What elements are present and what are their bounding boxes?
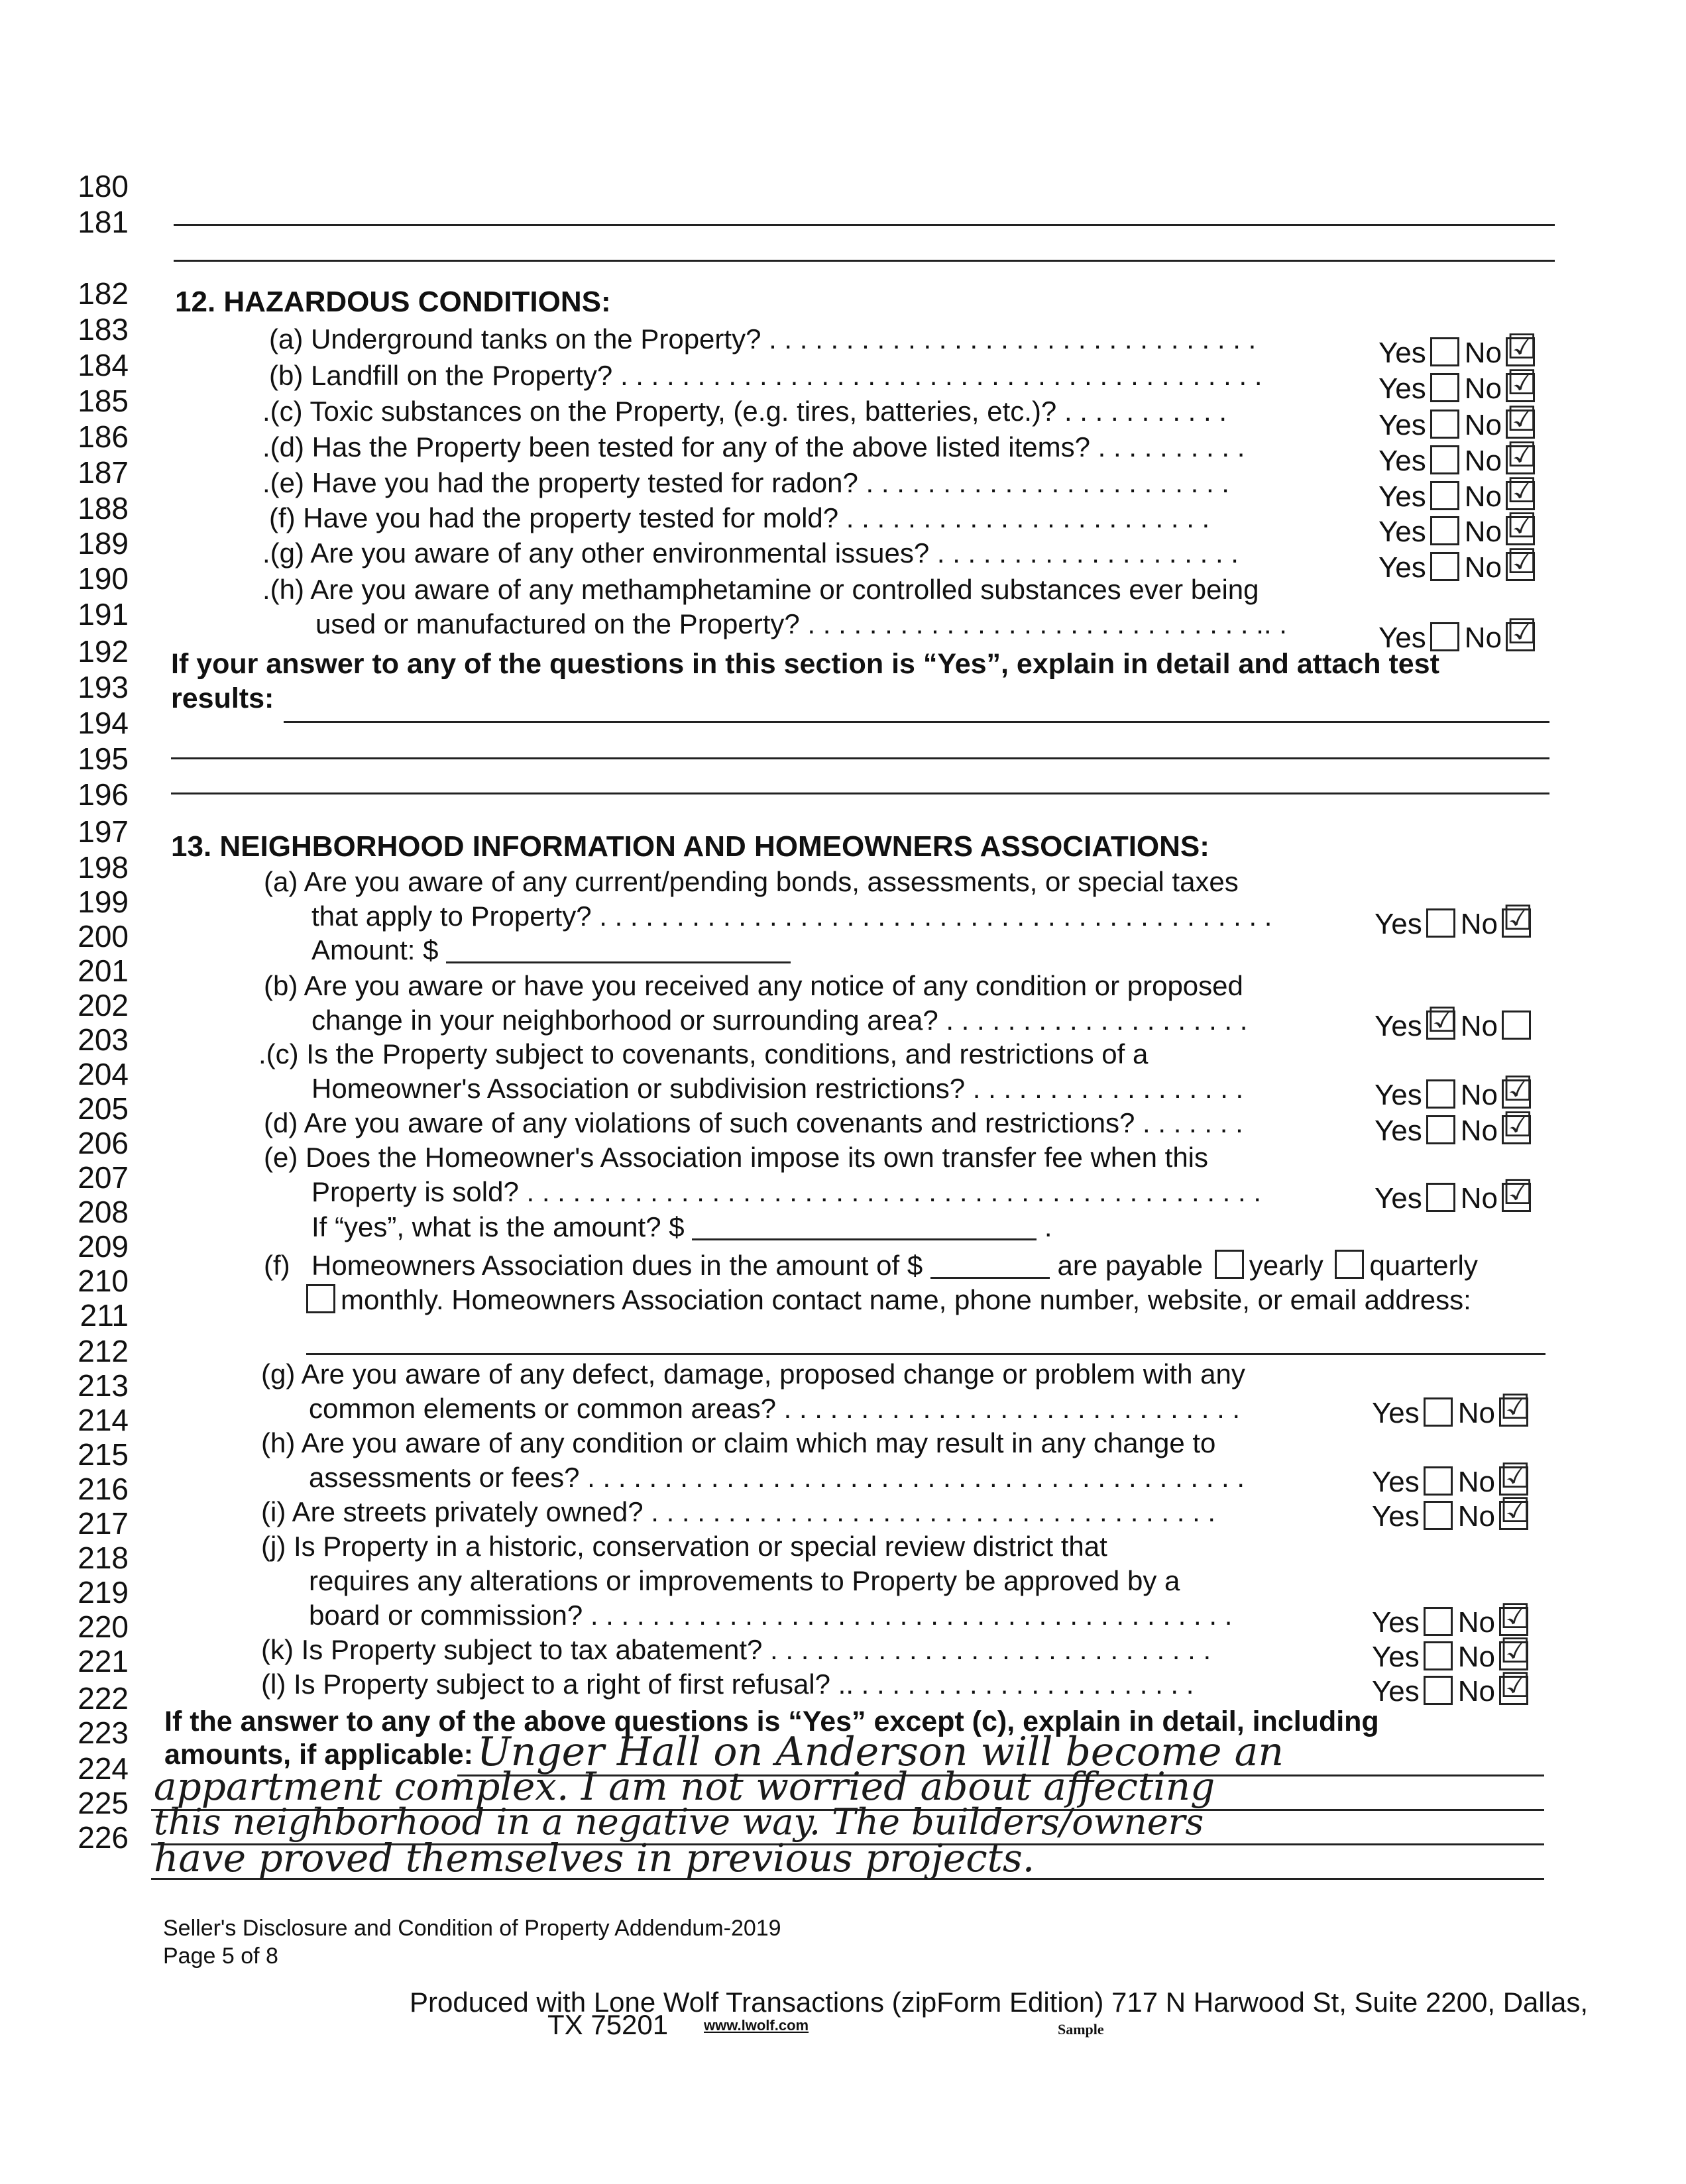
payable-label: are payable <box>1057 1250 1204 1281</box>
item-13a-line2: that apply to Property? . . . . . . . . . . . . . . . . . . . . . . . . . . . . . . . . . . . . . . . . . . . . <box>311 901 1272 932</box>
amount-label: Amount: $ <box>311 934 439 965</box>
item-13h-line1: (h) Are you aware of any condition or claim which may result in any change to <box>261 1427 1216 1458</box>
yes-checkbox[interactable] <box>1430 337 1459 366</box>
no-label: No <box>1460 1010 1498 1042</box>
item-13f-label: (f) <box>264 1250 290 1281</box>
yes-label: Yes <box>1378 445 1426 477</box>
yes-checkbox[interactable] <box>1426 1001 1458 1040</box>
line-number: 194 <box>78 706 129 740</box>
yes-checkbox[interactable] <box>1424 1397 1453 1427</box>
blank-line-181 <box>174 260 1555 262</box>
item-12h-line2: used or manufactured on the Property? . . . . . . . . . . . . . . . . . . . . . . . . . . . . . .. . <box>315 608 1287 639</box>
yes-label: Yes <box>1378 480 1426 513</box>
line-number: 225 <box>78 1786 129 1820</box>
item-12a: (a) Underground tanks on the Property? . . . . . . . . . . . . . . . . . . . . . . . . . . . . . . . . <box>269 323 1257 355</box>
no-label: No <box>1464 516 1502 548</box>
yes-checkbox[interactable] <box>1430 552 1459 581</box>
monthly-checkbox[interactable] <box>306 1284 335 1313</box>
line-number: 191 <box>78 597 129 631</box>
line-number: 182 <box>78 276 129 311</box>
yes-checkbox[interactable] <box>1426 1183 1455 1212</box>
no-checkbox[interactable] <box>1499 1491 1531 1531</box>
item-13e-line3: If “yes”, what is the amount? $ . <box>311 1211 1052 1242</box>
line-number: 196 <box>78 777 129 812</box>
no-checkbox[interactable] <box>1502 1010 1531 1040</box>
section-12-explain-line2: results: <box>171 682 274 714</box>
yes-label: Yes <box>1375 1182 1422 1215</box>
line-number: 223 <box>78 1716 129 1750</box>
yes-checkbox[interactable] <box>1424 1641 1453 1670</box>
item-13d: (d) Are you aware of any violations of such covenants and restrictions? . . . . . . . <box>264 1107 1243 1138</box>
yes-label: Yes <box>1375 1079 1422 1111</box>
section-13-explain-line2: amounts, if applicable: <box>164 1739 473 1771</box>
no-label: No <box>1464 372 1502 405</box>
item-13b-line2: change in your neighborhood or surrounding area? . . . . . . . . . . . . . . . . . . . . <box>311 1005 1248 1036</box>
check-mark-icon: ☑ <box>1506 612 1538 652</box>
line-number: 222 <box>78 1681 129 1716</box>
line-number: 201 <box>78 954 129 988</box>
line-number: 211 <box>80 1298 129 1333</box>
no-checkbox[interactable] <box>1502 1105 1534 1145</box>
check-mark-icon: ☑ <box>1500 1597 1531 1637</box>
yes-label: Yes <box>1372 1641 1420 1673</box>
line-number: 220 <box>78 1610 129 1644</box>
line-number: 215 <box>78 1437 129 1472</box>
line-number: 209 <box>78 1229 129 1264</box>
line-number: 208 <box>78 1195 129 1229</box>
no-checkbox[interactable] <box>1506 612 1538 652</box>
no-checkbox[interactable] <box>1502 899 1534 938</box>
line-number: 188 <box>78 491 129 525</box>
yes-label: Yes <box>1372 1606 1420 1639</box>
yes-label: Yes <box>1378 516 1426 548</box>
line-number: 219 <box>78 1575 129 1610</box>
line-number: 217 <box>78 1506 129 1541</box>
line-number: 197 <box>78 814 129 849</box>
item-12h-line1: .(h) Are you aware of any methamphetamine or controlled substances ever being <box>262 574 1259 605</box>
item-13a-amount <box>311 934 791 966</box>
explain-12-line-195 <box>171 792 1549 794</box>
no-checkbox[interactable] <box>1502 1069 1534 1109</box>
section-12-heading: 12. HAZARDOUS CONDITIONS: <box>175 286 611 318</box>
no-label: No <box>1464 409 1502 441</box>
hoa-contact-line <box>306 1353 1546 1355</box>
line-number: 190 <box>78 561 129 596</box>
section-13-explain-line1: If the answer to any of the above questions is “Yes” except (c), explain in detail, including <box>164 1706 1379 1737</box>
item-13f-line1 <box>311 1250 1478 1282</box>
item-12c: .(c) Toxic substances on the Property, (e.g. tires, batteries, etc.)? . . . . . . . . . . . <box>262 396 1227 427</box>
line-number: 224 <box>78 1751 129 1786</box>
yes-label: Yes <box>1378 409 1426 441</box>
item-13a-line1: (a) Are you aware of any current/pending bonds, assessments, or special taxes <box>264 866 1239 897</box>
yn-13b <box>1375 1001 1536 1043</box>
line-number: 206 <box>78 1126 129 1160</box>
yearly-checkbox[interactable] <box>1215 1250 1244 1279</box>
line-number: 214 <box>78 1403 129 1437</box>
item-13g-line2: common elements or common areas? . . . . . . . . . . . . . . . . . . . . . . . . . . . . . . <box>309 1393 1241 1424</box>
item-13e-line1: (e) Does the Homeowner's Association impose its own transfer fee when this <box>264 1142 1209 1173</box>
yn-13e <box>1375 1173 1536 1215</box>
yes-label: Yes <box>1378 372 1426 405</box>
line-number: 210 <box>78 1264 129 1298</box>
no-label: No <box>1457 1397 1496 1429</box>
no-label: No <box>1457 1466 1496 1498</box>
blank-line-180 <box>174 224 1555 226</box>
yes-label: Yes <box>1375 1010 1422 1042</box>
item-13f-line2 <box>306 1284 1471 1316</box>
item-13h-line2: assessments or fees? . . . . . . . . . . . . . . . . . . . . . . . . . . . . . . . . . . . . . . . . . . . <box>309 1462 1245 1493</box>
check-mark-icon: ☑ <box>1500 1666 1531 1706</box>
line-number: 192 <box>78 634 129 669</box>
footer-sample: Sample <box>1058 2021 1104 2038</box>
line-number: 202 <box>78 988 129 1022</box>
handwritten-line-4: have proved themselves in previous projects. <box>154 1835 1035 1881</box>
line-number: 186 <box>78 419 129 454</box>
yearly-label: yearly <box>1249 1250 1323 1281</box>
yes-checkbox[interactable] <box>1424 1676 1453 1705</box>
line-number: 195 <box>78 741 129 776</box>
footer-produced-line2: TX 75201 <box>547 2009 669 2040</box>
no-label: No <box>1460 908 1498 940</box>
line-number: 213 <box>78 1368 129 1403</box>
item-13l: (l) Is Property subject to a right of first refusal? .. . . . . . . . . . . . . . . . . . . . . . . <box>261 1668 1194 1700</box>
no-label: No <box>1464 337 1502 369</box>
item-13j-line1: (j) Is Property in a historic, conservation or special review district that <box>261 1531 1107 1562</box>
yes-checkbox[interactable] <box>1430 622 1459 651</box>
section-13-heading: 13. NEIGHBORHOOD INFORMATION AND HOMEOWNERS ASSOCIATIONS: <box>171 830 1209 863</box>
yes-checkbox[interactable] <box>1430 481 1459 510</box>
no-checkbox[interactable] <box>1506 327 1538 367</box>
no-checkbox[interactable] <box>1506 506 1538 546</box>
check-mark-icon: ☑ <box>1502 1105 1534 1145</box>
check-mark-icon: ☑ <box>1506 542 1538 582</box>
no-label: No <box>1457 1641 1496 1673</box>
no-checkbox[interactable] <box>1506 400 1538 439</box>
handwritten-line-3: this neighborhood in a negative way. The builders/owners <box>154 1801 1204 1843</box>
check-mark-icon: ☑ <box>1506 435 1538 475</box>
monthly-label: monthly. Homeowners Association contact name, phone number, website, or email address: <box>341 1284 1471 1315</box>
line-number: 199 <box>78 885 129 919</box>
section-12-explain-line1: If your answer to any of the questions in this section is “Yes”, explain in detail and attach test <box>171 648 1439 680</box>
no-label: No <box>1457 1500 1496 1533</box>
item-12f: (f) Have you had the property tested for mold? . . . . . . . . . . . . . . . . . . . . . . . . <box>269 502 1210 533</box>
dues-label: Homeowners Association dues in the amount of $ <box>311 1250 923 1281</box>
check-mark-icon: ☑ <box>1500 1491 1531 1531</box>
no-checkbox[interactable] <box>1502 1173 1534 1213</box>
item-12e: .(e) Have you had the property tested for radon? . . . . . . . . . . . . . . . . . . . . . . . . <box>262 467 1229 498</box>
footer-form-name: Seller's Disclosure and Condition of Property Addendum-2019 <box>163 1916 781 1941</box>
item-13g-line1: (g) Are you aware of any defect, damage, proposed change or problem with any <box>261 1358 1245 1390</box>
line-number: 204 <box>78 1057 129 1091</box>
line-number: 205 <box>78 1091 129 1126</box>
check-mark-icon: ☑ <box>1502 1069 1534 1109</box>
no-label: No <box>1464 445 1502 477</box>
handwritten-line-2: appartment complex. I am not worried about affecting <box>154 1764 1215 1809</box>
no-label: No <box>1460 1115 1498 1147</box>
line-number: 221 <box>78 1644 129 1678</box>
line-number: 198 <box>78 850 129 885</box>
transfer-fee-field[interactable] <box>692 1212 1037 1240</box>
line-number: 181 <box>78 205 129 239</box>
yes-label: Yes <box>1372 1397 1420 1429</box>
no-label: No <box>1464 480 1502 513</box>
footer-url[interactable]: www.lwolf.com <box>704 2017 809 2034</box>
no-checkbox[interactable] <box>1506 363 1538 403</box>
check-mark-icon: ☑ <box>1506 363 1538 403</box>
yes-label: Yes <box>1375 908 1422 940</box>
yes-label: Yes <box>1378 551 1426 584</box>
yes-checkbox[interactable] <box>1430 516 1459 545</box>
check-mark-icon: ☑ <box>1506 471 1538 511</box>
line-number: 180 <box>78 169 129 203</box>
yes-checkbox[interactable] <box>1426 1079 1455 1109</box>
item-13c-line2: Homeowner's Association or subdivision restrictions? . . . . . . . . . . . . . . . . . . <box>311 1073 1244 1104</box>
yn-13i <box>1372 1491 1534 1533</box>
no-checkbox[interactable] <box>1506 542 1538 582</box>
item-13j-line3: board or commission? . . . . . . . . . . . . . . . . . . . . . . . . . . . . . . . . . . . . . . . . . . <box>309 1600 1233 1631</box>
item-13j-line2: requires any alterations or improvements to Property be approved by a <box>309 1565 1180 1596</box>
line-number: 218 <box>78 1541 129 1575</box>
no-label: No <box>1460 1079 1498 1111</box>
no-checkbox[interactable] <box>1499 1388 1531 1427</box>
no-label: No <box>1457 1675 1496 1708</box>
no-label: No <box>1464 551 1502 584</box>
check-mark-icon: ☑ <box>1506 400 1538 439</box>
item-12g: .(g) Are you aware of any other environmental issues? . . . . . . . . . . . . . . . . . . . . <box>262 537 1239 569</box>
amount-field[interactable] <box>446 935 791 963</box>
yes-label: Yes <box>1372 1466 1420 1498</box>
item-13k: (k) Is Property subject to tax abatement? . . . . . . . . . . . . . . . . . . . . . . . . . . . . . <box>261 1634 1211 1665</box>
yes-checkbox[interactable] <box>1424 1466 1453 1496</box>
yn-13a <box>1375 899 1536 941</box>
line-number: 216 <box>78 1472 129 1506</box>
yn-13g <box>1372 1388 1534 1430</box>
item-13i: (i) Are streets privately owned? . . . . . . . . . . . . . . . . . . . . . . . . . . . . . . . . . . . . . <box>261 1496 1216 1527</box>
yn-13d <box>1375 1105 1536 1148</box>
item-13c-line1: .(c) Is the Property subject to covenants, conditions, and restrictions of a <box>258 1038 1149 1069</box>
no-checkbox[interactable] <box>1506 435 1538 475</box>
item-12d: .(d) Has the Property been tested for any of the above listed items? . . . . . . . . . . <box>262 431 1245 463</box>
yes-checkbox[interactable] <box>1426 1115 1455 1144</box>
check-mark-icon: ☑ <box>1500 1456 1531 1496</box>
yes-label: Yes <box>1372 1500 1420 1533</box>
line-number: 193 <box>78 670 129 704</box>
no-checkbox[interactable] <box>1499 1666 1531 1706</box>
yn-13l <box>1372 1666 1534 1708</box>
check-mark-icon: ☑ <box>1500 1631 1531 1671</box>
line-number: 203 <box>78 1022 129 1057</box>
yes-label: Yes <box>1378 622 1426 654</box>
check-mark-icon: ☑ <box>1502 1173 1534 1213</box>
no-label: No <box>1460 1182 1498 1215</box>
line-number: 185 <box>78 384 129 418</box>
explain-12-line-193 <box>284 721 1549 723</box>
check-mark-icon: ☑ <box>1506 327 1538 367</box>
check-mark-icon: ☑ <box>1500 1388 1531 1427</box>
line-number: 200 <box>78 919 129 954</box>
item-13e-line2: Property is sold? . . . . . . . . . . . . . . . . . . . . . . . . . . . . . . . . . . . . . . . . . . . . . . . . <box>311 1176 1262 1207</box>
yes-checkbox[interactable] <box>1430 445 1459 474</box>
line-number: 212 <box>78 1334 129 1368</box>
footer-produced-line1: Produced with Lone Wolf Transactions (zipForm Edition) 717 N Harwood St, Suite 2200, Dallas, <box>410 1987 1589 2018</box>
item-12b: (b) Landfill on the Property? . . . . . . . . . . . . . . . . . . . . . . . . . . . . . . . . . . . . . . . . . . <box>269 360 1263 391</box>
yes-checkbox[interactable] <box>1424 1607 1453 1636</box>
yes-label: Yes <box>1375 1115 1422 1147</box>
item-13b-line1: (b) Are you aware or have you received any notice of any condition or proposed <box>264 970 1243 1001</box>
dues-amount-field[interactable] <box>930 1250 1050 1279</box>
line-number: 184 <box>78 348 129 382</box>
yes-checkbox[interactable] <box>1424 1501 1453 1530</box>
no-label: No <box>1464 622 1502 654</box>
check-mark-icon: ☑ <box>1502 899 1534 938</box>
footer-page-number: Page 5 of 8 <box>163 1943 278 1969</box>
check-mark-icon: ☑ <box>1426 1001 1458 1040</box>
explain-12-line-194 <box>171 757 1549 759</box>
quarterly-label: quarterly <box>1369 1250 1478 1281</box>
line-number: 189 <box>78 526 129 561</box>
yn-12g <box>1378 542 1540 584</box>
yes-label: Yes <box>1378 337 1426 369</box>
no-label: No <box>1457 1606 1496 1639</box>
line-number: 226 <box>78 1820 129 1855</box>
line-number: 187 <box>78 455 129 490</box>
quarterly-checkbox[interactable] <box>1335 1250 1364 1279</box>
line-number: 207 <box>78 1160 129 1195</box>
yes-checkbox[interactable] <box>1430 410 1459 439</box>
yes-checkbox[interactable] <box>1426 908 1455 938</box>
check-mark-icon: ☑ <box>1506 506 1538 546</box>
handwritten-line-1: Unger Hall on Anderson will become an <box>477 1729 1284 1775</box>
yes-checkbox[interactable] <box>1430 373 1459 402</box>
yes-label: Yes <box>1372 1675 1420 1708</box>
transfer-fee-label: If “yes”, what is the amount? $ <box>311 1211 685 1242</box>
line-number: 183 <box>78 312 129 347</box>
